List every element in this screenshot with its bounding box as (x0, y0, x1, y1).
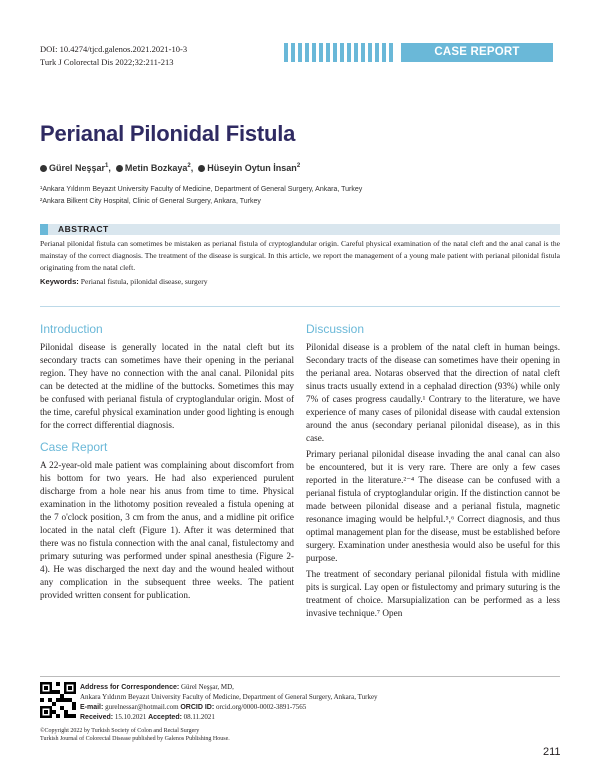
author-list (40, 163, 300, 173)
author[interactable]: Gürel Neşşar$^1$, (40, 163, 111, 173)
dates-line: Received: 15.10.2021 Accepted: 08.11.2021 (80, 713, 215, 721)
discussion-paragraph: Pilonidal disease is a problem of the natal cleft in human beings. Secondary tracts of the disease can sometimes have their opening in the perianal area. Notaras observed that the direction of natal cleft sinus tracts usually extend in a cephalad direction (93%) while only 7% of cases progress caudally.¹ Contrary to the literature, we have experience of many cases of pilonidal disease with caudal extension around the anus (secondary perianal pilonidal disease), as in this case. (306, 342, 560, 443)
article-type-badge: CASE REPORT (401, 43, 553, 62)
doi[interactable]: DOI: 10.4274/tjcd.galenos.2021.2021-10-3 (40, 44, 188, 54)
discussion-paragraph: Primary perianal pilonidal disease invading the anal canal can also be encountered, but it is very rare. There are only a few cases reported in the literature.²⁻⁴ The disease can be confused with a perianal fistula of cryptoglandular origin. If the distinction cannot be made between pilonidal disease and a perianal fistula, magnetic resonance imaging would be helpful.⁵,⁶ Correct diagnosis, and thus optimal management plan for the disease, must be established before surgery. Examination under anesthesia would also be useful for this purpose. (306, 449, 560, 563)
copyright: ©Copyright 2022 by Turkish Society of Colon and Rectal Surgery Turkish Journal of Colorectal Disease published by Galenos Publishing House. (40, 728, 230, 742)
discussion-heading: Discussion (306, 322, 365, 336)
abstract-label: ABSTRACT (58, 224, 109, 234)
introduction-heading: Introduction (40, 322, 103, 336)
abstract-bar-tab (40, 224, 48, 235)
orcid-icon[interactable] (198, 165, 205, 172)
orcid-link[interactable]: orcid.org/0000-0002-3891-7565 (215, 703, 307, 711)
page-number: 211 (543, 746, 561, 758)
correspondence-line: Address for Correspondence: Gürel Neşşar, MD, (80, 683, 234, 691)
affiliation-1: ¹Ankara Yıldırım Beyazıt University Faculty of Medicine, Department of General Surgery, Ankara, Turkey (40, 186, 363, 193)
affiliation-2: ²Ankara Bilkent City Hospital, Clinic of General Surgery, Ankara, Turkey (40, 198, 261, 205)
abstract-bar (40, 224, 560, 235)
case-report-heading: Case Report (40, 440, 108, 454)
orcid-icon[interactable] (40, 165, 47, 172)
footer-divider (40, 676, 560, 677)
divider (40, 306, 560, 307)
introduction-text: Pilonidal disease is generally located in the natal cleft but its secondary tracts can sometimes have their opening in the perianal region. They have no connection with the anal canal. Pilonidal pits can be detected at the midline of the buttocks. Sometimes this may be confused with perianal fistula of cryptoglandular origin. Most of the time, careful physical examination under good lighting is enough for the correct differential diagnosis. (40, 342, 294, 430)
article-title: Perianal Pilonidal Fistula (40, 121, 296, 146)
author[interactable]: Hüseyin Oytun İnsan$^2$ (198, 163, 300, 173)
journal-citation: Turk J Colorectal Dis 2022;32:211-213 (40, 57, 174, 67)
keywords: Keywords: Perianal fistula, pilonidal disease, surgery (40, 277, 208, 286)
left-column (40, 322, 294, 602)
header-stripes (284, 43, 398, 62)
author[interactable]: Metin Bozkaya$^2$, (116, 163, 193, 173)
case-report-text: A 22-year-old male patient was complaining about discomfort from his bottom for two years. He had also experienced purulent discharge from a hole near his anus from time to time. Physical examination in the lithotomy position revealed a fistula opening at the 7 o'clock position, 3 cm from the anus, and a midline pit orifice located in the natal cleft (Figure 1). After it was determined that there was no fistula connection with the anal canal, fistulectomy and primary suturing was performed under spinal anesthesia (Figure 2-4). He was discharged the next day and the wound healed without any complication in the subsequent three weeks. The patient provided written consent for publication. (40, 460, 294, 600)
correspondence-email-line: E-mail: gurelnessar@hotmail.com ORCID ID: orcid.org/0000-0002-3891-7565 (80, 703, 307, 711)
qr-code-icon[interactable] (40, 682, 76, 718)
abstract-text: Perianal pilonidal fistula can sometimes be mistaken as perianal fistula of cryptoglandular origin. Careful physical examination of the natal cleft and the anal canal is the mainstay of the correct diagnosis. The treatment of the disease is surgical. In this article, we report the management of a young male patient with perianal pilonidal fistula originating from the natal cleft. (40, 239, 560, 272)
right-column (306, 322, 560, 623)
discussion-paragraph: The treatment of secondary perianal pilonidal fistula with midline pits is surgical. Lay open or fistulectomy and primary suturing is the treatment of choice. Marsupialization can be performed as a less invasive technique.⁷ Open (306, 569, 560, 618)
orcid-icon[interactable] (116, 165, 123, 172)
correspondence-address: Ankara Yıldırım Beyazıt University Faculty of Medicine, Department of General Surgery, Ankara, Turkey (80, 693, 378, 701)
email-link[interactable]: gurelnessar@hotmail.com (105, 703, 179, 711)
